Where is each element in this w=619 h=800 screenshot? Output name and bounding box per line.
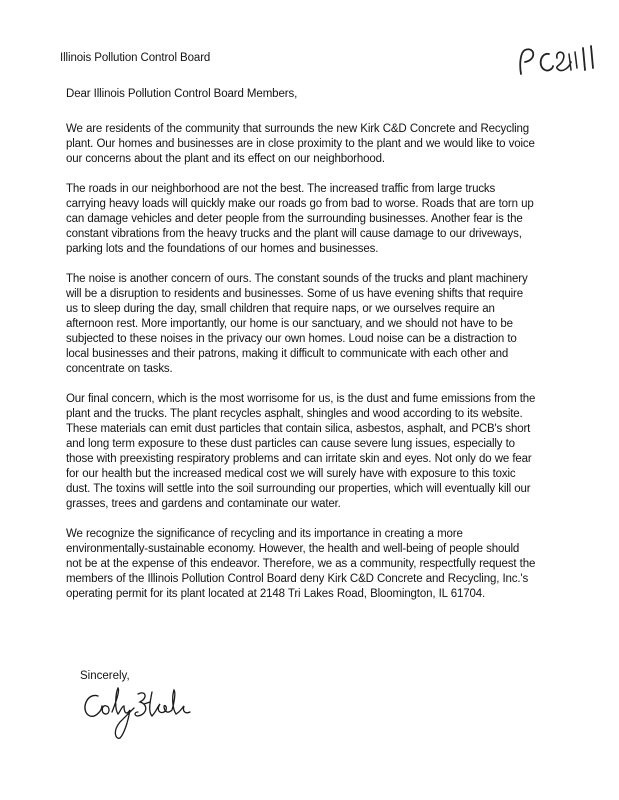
addressee: Illinois Pollution Control Board [60, 52, 211, 64]
letter-body [66, 122, 536, 617]
paragraph-roads: The roads in our neighborhood are not the best. The increased traffic from large trucks carrying heavy loads will quickly make our roads go from bad to worse. Roads that are torn up can damage vehicles and deter people from the surrounding businesses. Another fear is the constant vibrations from the heavy trucks and the plant will cause damage to our driveways, parking lots and the foundations of our homes and businesses. [66, 183, 534, 255]
handwritten-signature [76, 682, 196, 742]
paragraph-dust: Our final concern, which is the most worrisome for us, is the dust and fume emissions from the plant and the trucks. The plant recycles asphalt, shingles and wood according to its website. These materials can emit dust particles that contain silica, asbestos, asphalt, and PCB's short and long term exposure to these dust particles can cause severe lung issues, especially to those with preexisting respiratory problems and can irritate skin and eyes. Not only do we fear for our health but the increased medical cost we will surely have with exposure to this toxic dust. The toxins will settle into the soil surrounding our properties, which will eventually kill our grasses, trees and gardens and contaminate our water. [66, 393, 536, 510]
paragraph-intro: We are residents of the community that surrounds the new Kirk C&D Concrete and Recycling plant. Our homes and businesses are in close proximity to the plant and we would like to voice our concerns about the plant and its effect on our neighborhood. [66, 123, 535, 165]
paragraph-noise: The noise is another concern of ours. The constant sounds of the trucks and plant machinery will be a disruption to residents and businesses. Some of us have evening shifts that require us to sleep during the day, small children that require naps, or we ourselves require an afternoon rest. More importantly, our home is our sanctuary, and we should not have to be subjected to these noises in the privacy our own homes. Loud noise can be a distraction to local businesses and their patrons, making it difficult to communicate with each other and concentrate on tasks. [66, 273, 528, 375]
handwritten-exhibit-number [513, 40, 603, 90]
closing: Sincerely, [80, 670, 130, 682]
paragraph-request: We recognize the significance of recycling and its importance in creating a more environmentally-sustainable economy. However, the health and well-being of people should not be at the expense of this endeavor. Therefore, we as a community, respectfully request the members of the Illinois Pollution Control Board deny Kirk C&D Concrete and Recycling, Inc.'s operating permit for its plant located at 2148 Tri Lakes Road, Bloomington, IL 61704. [66, 528, 536, 600]
salutation: Dear Illinois Pollution Control Board Members, [66, 88, 298, 100]
